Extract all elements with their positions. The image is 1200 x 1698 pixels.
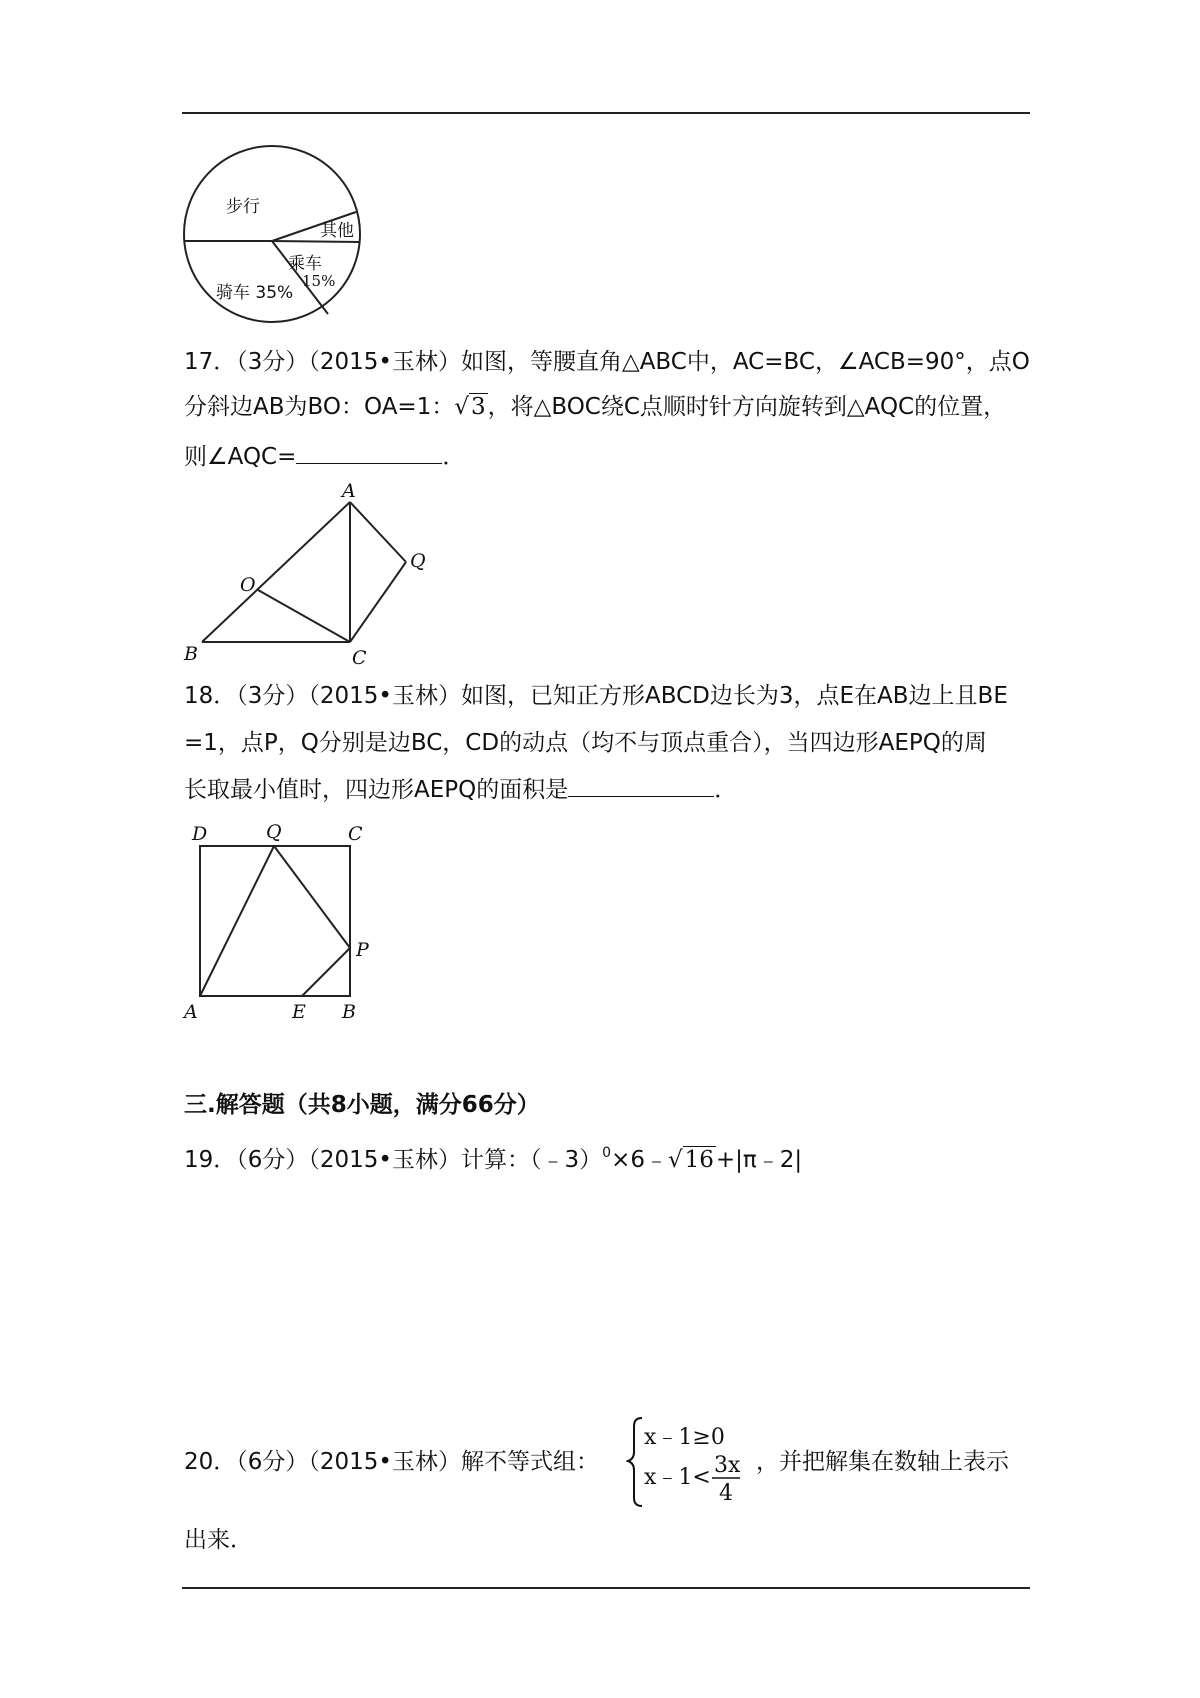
pie-divider-other-bottom bbox=[272, 241, 360, 242]
q17-triangle-figure bbox=[182, 482, 442, 672]
q17-line1: 17．（3分）（2015•玉林）如图，等腰直角△ABC中，AC=BC，∠ACB=90°，点O bbox=[184, 349, 1030, 375]
seg-PE bbox=[302, 948, 350, 996]
q17-answer-blank[interactable] bbox=[296, 441, 442, 464]
q20-line2: 出来． bbox=[184, 1527, 253, 1553]
label-Q: Q bbox=[410, 550, 426, 572]
label-A: A bbox=[342, 482, 356, 502]
seg-QP bbox=[274, 846, 350, 948]
q18-answer-blank[interactable] bbox=[568, 774, 714, 797]
label-O: O bbox=[240, 574, 256, 596]
seg-BA bbox=[202, 502, 350, 642]
q18-line1: 18．（3分）（2015•玉林）如图，已知正方形ABCD边长为3，点E在AB边上且BE bbox=[184, 683, 1008, 709]
q18-line3: 长取最小值时，四边形AEPQ的面积是 ． bbox=[184, 774, 737, 805]
seg-AQ bbox=[200, 846, 274, 996]
q17-line3-a: 则∠AQC= bbox=[184, 444, 297, 470]
pie-label-bus-pct: 15% bbox=[302, 272, 336, 290]
fraction-numerator: 3x bbox=[714, 1453, 741, 1478]
header-rule bbox=[182, 112, 1030, 114]
sqrt-16: √16 bbox=[667, 1147, 714, 1173]
label-E: E bbox=[292, 1001, 306, 1022]
q17-line3: 则∠AQC= ． bbox=[184, 441, 465, 472]
inequality-1: x﹣1≥0 bbox=[644, 1425, 725, 1450]
pie-label-walk: 步行 bbox=[226, 197, 260, 217]
sqrt-3: √3 bbox=[454, 394, 486, 420]
label-P: P bbox=[356, 939, 369, 961]
q17-line2-a: 分斜边AB为BO：OA=1： bbox=[184, 394, 455, 420]
fraction-denominator: 4 bbox=[719, 1481, 733, 1506]
pie-label-bus: 乘车 bbox=[288, 254, 322, 274]
inequality-system bbox=[626, 1412, 746, 1512]
label-B: B bbox=[342, 1001, 356, 1022]
left-brace bbox=[628, 1418, 642, 1506]
q18-square-figure bbox=[182, 822, 382, 1026]
label-C: C bbox=[348, 823, 363, 845]
label-Q: Q bbox=[266, 822, 282, 843]
label-D: D bbox=[192, 823, 208, 845]
seg-QC bbox=[350, 562, 406, 642]
label-A: A bbox=[184, 1001, 198, 1022]
q20-suffix: ，并把解集在数轴上表示 bbox=[756, 1449, 1009, 1475]
q19-line: 19．（6分）（2015•玉林）计算：（﹣3）$^0$×6﹣√16+|π﹣2| bbox=[184, 1145, 803, 1173]
inequality-2: x﹣1< bbox=[644, 1465, 711, 1490]
q18-line2: =1，点P，Q分别是边BC，CD的动点（均不与顶点重合），当四边形AEPQ的周 bbox=[184, 730, 987, 756]
q17-line2-b: ，将△BOC绕C点顺时针方向旋转到△AQC的位置， bbox=[487, 394, 1007, 420]
pie-label-bike: 骑车 35% bbox=[216, 283, 294, 303]
label-B: B bbox=[184, 643, 198, 665]
q20-prefix: 20．（6分）（2015•玉林）解不等式组： bbox=[184, 1449, 599, 1475]
pie-label-other: 其他 bbox=[320, 221, 354, 241]
footer-rule bbox=[182, 1587, 1030, 1589]
pie-chart-figure bbox=[180, 134, 380, 338]
section-title: 三.解答题（共8小题，满分66分） bbox=[184, 1092, 540, 1118]
label-C: C bbox=[352, 647, 367, 668]
q17-line2 bbox=[184, 392, 1006, 422]
seg-AQ bbox=[350, 502, 406, 562]
square-ABCD bbox=[200, 846, 350, 996]
seg-OC bbox=[258, 590, 350, 642]
